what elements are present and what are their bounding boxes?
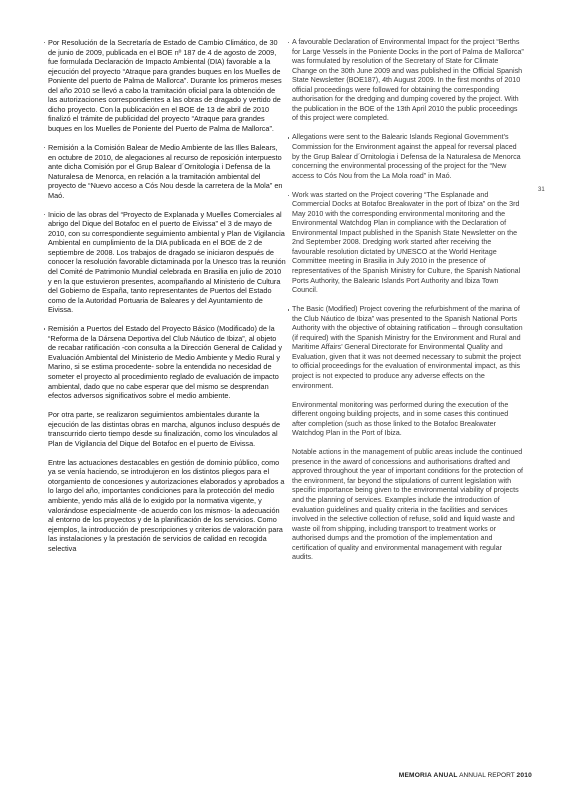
english-paragraph: A favourable Declaration of Environmental Impact for the project “Berths for Large Vessels in the Poniente Docks in the port of Palma de Mallorca” was formulated by resolution of the Secretary of State for Climate Change on the 30th June 2009 and was published in the Official Spanish State Newsletter (BOE187), 4th August 2009. In the first months of 2010 official proceedings were followed for obtaining the corresponding authorisation for the dredging and dumping covered by the project. With the publication in the BOE of the 13th April 2010 the public proceedings of this project were completed. [292, 38, 524, 123]
spanish-paragraph: Entre las actuaciones destacables en gestión de dominio público, como ya se venía haciendo, se introdujeron en los distintos pliegos para el otorgamiento de concesiones y autorizaciones elaborados y aprobados a lo largo del año, importantes condiciones para la protección del medio ambiente, yendo más allá de lo exigido por la normativa vigente, y valorándose especialmente -de acuerdo con los mismos- la adecuación al entorno de los proyectos y de la planificación de los servicios. Como ejemplos, la introducción de prescripciones y criterios de valoración para las instalaciones y la prestación de servicios de calidad en recogida selectiva [48, 457, 285, 553]
footer-memoria-label: MEMORIA ANUAL [398, 772, 458, 779]
spanish-paragraph: Por otra parte, se realizaron seguimientos ambientales durante la ejecución de las distintas obras en marcha, algunos incluso después de transcurrido cierto tiempo desde su finalización, como los vinculados al Plan de Vigilancia del Dique del Botafoc en el puerto de Eivissa. [48, 410, 281, 448]
spanish-paragraph: Inicio de las obras del “Proyecto de Explanada y Muelles Comerciales al abrigo del Dique del Botafoc en el puerto de Eivissa” el 3 de mayo de 2010, con su correspondiente seguimiento ambiental y Plan de Vigilancia Ambiental en cumplimiento de la DIA publicada en el BOE de 2 de septiembre de 2008. Los trabajos de dragado se iniciaron después de conocer la resolución favorable dictaminada por la Unesco tras la reunión del Comité de Patrimonio Mundial celebrada en Brasilia en julio de 2010 y en la que estuvieron presentes, acompañando al Ministerio de Cultura del Gobierno de España, tanto representantes de Puertos del Estado como de la Autoridad Portuaria de Baleares y del Ayuntamiento de Eivissa. [48, 209, 286, 315]
footer-year: 2010 [516, 772, 532, 779]
footer [362, 772, 532, 779]
english-paragraph: Allegations were sent to the Balearic Islands Regional Government’s Commission for the Environment against the appeal for reversal placed by the Grup Balear d´Ornitologia i Defensa de la Naturalesa de Menorca concerning the environmental processing of the project for the “New access to Cós Nou from the La Mola road” in Maó. [292, 133, 524, 181]
english-text-column [292, 38, 524, 572]
spanish-paragraph: Por Resolución de la Secretaría de Estado de Cambio Climático, de 30 de junio de 2009, publicada en el BOE nº 187 de 4 de agosto de 2009, fue formulada Declaración de Impacto Ambiental (DIA) favorable a la ejecución del proyecto “Atraque para grandes buques en los Muelles de Poniente del puerto de Palma de Mallorca”. Durante los primeros meses del año 2010 se llevó a cabo la tramitación oficial para la obtención de las autorizaciones correspondientes a las obras de dragado y vertido de dicho proyecto. Con la publicación en el BOE de 13 de abril de 2010 finalizó el trámite de publicidad del proyecto “Atraque para grandes buques en los Muelles de Poniente del Puerto de Palma de Mallorca”. [48, 38, 286, 133]
page-number: 31 [538, 187, 545, 193]
spanish-paragraph: Remisión a Puertos del Estado del Proyecto Básico (Modificado) de la “Reforma de la Dársena Deportiva del Club Náutico de Ibiza”, al objeto de recabar ratificación -con consulta a la Dirección General de Calidad y Evaluación Ambiental del Ministerio de Medio Ambiente y Medio Rural y Marino, si se estima procedente- sobre la entendida no necesidad de someter el proyecto al procedimiento reglado de evaluación de impacto ambiental, dado que no cabe esperar que del mismo se desprendan efectos adversos significativos sobre el medio ambiente. [48, 324, 286, 400]
footer-annual-report-label: ANNUAL REPORT [459, 772, 515, 779]
english-paragraph: Environmental monitoring was performed during the execution of the different ongoing building projects, and in some cases this continued after completion (such as those linked to the Botafoc Breakwater Watchdog Plan in the Port of Ibiza. [292, 400, 509, 438]
english-paragraph: Notable actions in the management of public areas include the continued presence in the award of concessions and authorisations drafted and approved throughout the year of important conditions for the protection of the environment, far beyond the stipulations of current legislation with specific importance being given to the environmental viability of projects and the planning of services. Examples include the introduction of evaluation guidelines and quality criteria in the facilities and services involved in the selective collection of refuse, solid and liquid waste and waste oil from shipping, including transport to treatment works or authorised dumps and the promotion of the implementation and certification of quality and environmental management with regular audits. [292, 448, 524, 562]
english-paragraph: The Basic (Modified) Project covering the refurbishment of the marina of the Club Náutico de Ibiza” was presented to the Spanish National Ports Authority with the objective of obtaining ratification – through consultation (if required) with the Spanish Ministry for the Environment and Rural and Maritime Affairs’ General Directorate for Environmental Quality and Evaluation, given that it was not deemed necessary to submit the project to official proceedings for the evaluation of environmental impact, as this project is not expected to produce any adverse effects on the environment. [292, 305, 523, 390]
spanish-text-column [48, 38, 286, 563]
english-paragraph: Work was started on the Project covering “The Esplanade and Commercial Docks at Botafoc Breakwater in the port of Ibiza” on the 3rd May 2010 with the corresponding environmental monitoring and the Environmental Watchdog Plan in compliance with the Declaration of Environmental Impact published in the Spanish State Newsletter on the 2nd September 2008. Dredging work started after receiving the favourable resolution dictated by UNESCO at the World Heritage Committee meeting in Brasilia in July 2010 in the presence of representatives of the Spanish Ministry for Culture, the Spanish National Ports Authority, the Balearic Islands Port Authority and Ibiza Town Council. [292, 191, 524, 296]
spanish-paragraph: Remisión a la Comisión Balear de Medio Ambiente de las Illes Balears, en octubre de 2010, de alegaciones al recurso de reposición interpuesto ante dicha Comisión por el Grup Balear d´Ornitologia i Defensa de la Naturalesa de Menorca, en relación a la tramitación ambiental del proyecto de “Nuevo acceso a Cós Nou desde la carretera de la Mola” en Maó. [48, 143, 286, 200]
